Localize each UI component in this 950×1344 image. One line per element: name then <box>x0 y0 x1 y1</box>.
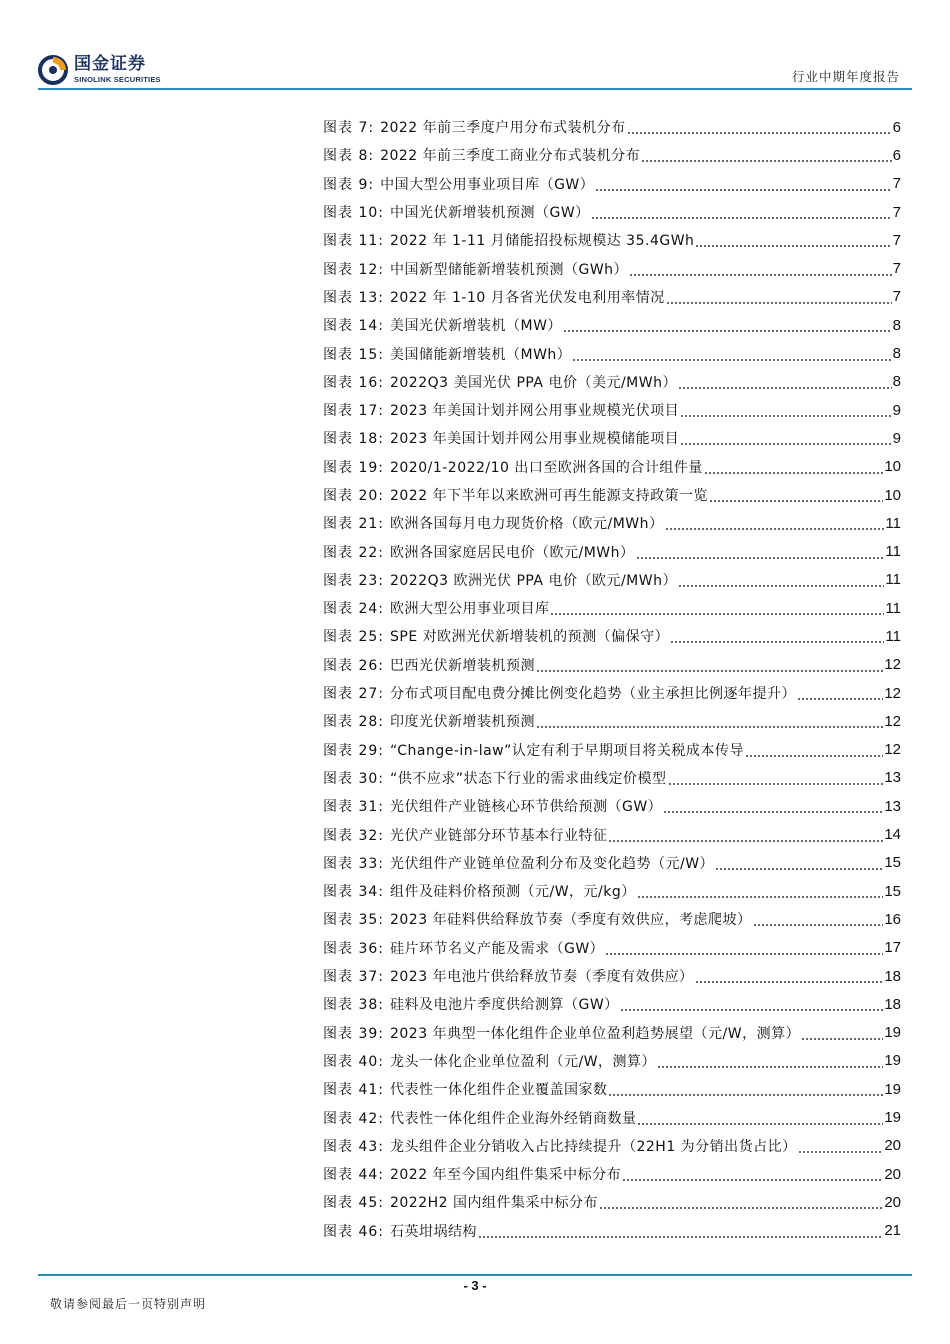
dot-leader <box>797 698 883 700</box>
figure-title: 分布式项目配电费分摊比例变化趋势（业主承担比例逐年提升） <box>389 686 796 703</box>
footer-divider <box>38 1274 912 1276</box>
figure-page-number: 19 <box>884 1080 901 1098</box>
figure-label: 图表 32: <box>323 827 384 844</box>
toc-entry[interactable] <box>323 566 901 594</box>
figure-title: 巴西光伏新增装机预测 <box>389 657 535 674</box>
figure-label: 图表 21: <box>323 516 384 533</box>
figure-title: 2022 年 1-10 月各省光伏发电利用率情况 <box>389 289 665 306</box>
dot-leader <box>563 330 892 332</box>
dot-leader <box>536 670 883 672</box>
figure-label: 图表 19: <box>323 459 384 476</box>
figure-label: 图表 13: <box>323 289 384 306</box>
figure-label: 图表 41: <box>323 1082 384 1099</box>
figure-page-number: 21 <box>884 1222 901 1240</box>
toc-entry[interactable] <box>323 820 901 848</box>
dot-leader <box>536 726 883 728</box>
figure-page-number: 11 <box>885 543 901 561</box>
dot-leader <box>572 359 891 361</box>
toc-entry[interactable] <box>323 594 901 622</box>
figure-label: 图表 31: <box>323 799 384 816</box>
figure-label: 图表 27: <box>323 686 384 703</box>
dot-leader <box>704 472 883 474</box>
dot-leader <box>622 1179 883 1181</box>
figure-label: 图表 9: <box>323 176 375 193</box>
toc-entry[interactable] <box>323 453 901 481</box>
figure-page-number: 18 <box>884 967 901 985</box>
figure-page-number: 6 <box>892 118 901 136</box>
figure-title: 光伏组件产业链单位盈利分布及变化趋势（元/W） <box>389 855 715 872</box>
figure-title: 龙头组件企业分销收入占比持续提升（22H1 为分销出货占比） <box>389 1138 797 1155</box>
figure-label: 图表 25: <box>323 629 384 646</box>
figure-page-number: 12 <box>884 684 901 702</box>
company-logo <box>38 55 161 85</box>
toc-entry[interactable] <box>323 1132 901 1160</box>
toc-entry[interactable] <box>323 1160 901 1188</box>
figure-label: 图表 46: <box>323 1223 384 1240</box>
figure-label: 图表 11: <box>323 233 384 250</box>
figure-label: 图表 20: <box>323 488 384 504</box>
toc-entry[interactable] <box>323 113 901 141</box>
dot-leader <box>665 528 885 530</box>
toc-entry[interactable] <box>323 1103 901 1131</box>
figure-title: 2022 年至今国内组件集采中标分布 <box>389 1167 622 1184</box>
figure-page-number: 9 <box>892 401 901 419</box>
figure-label: 图表 26: <box>323 657 384 674</box>
toc-entry[interactable] <box>323 1047 901 1075</box>
figure-title: “Change-in-law”认定有利于早期项目将关税成本传导 <box>389 742 744 759</box>
figure-title: 2022 年下半年以来欧洲可再生能源支持政策一览 <box>389 488 709 504</box>
figure-title: 2022 年前三季度户用分布式装机分布 <box>380 120 626 137</box>
toc-entry[interactable] <box>323 283 901 311</box>
dot-leader <box>478 1236 883 1238</box>
figure-page-number: 12 <box>884 741 901 759</box>
figure-title: 欧洲各国家庭居民电价（欧元/MWh） <box>389 544 635 561</box>
figure-page-number: 11 <box>885 599 901 617</box>
figure-title: SPE 对欧洲光伏新增装机的预测（偏保守） <box>389 629 670 646</box>
figure-page-number: 11 <box>885 627 901 645</box>
figure-page-number: 12 <box>884 712 901 730</box>
dot-leader <box>678 387 892 389</box>
dot-leader <box>636 557 885 559</box>
figure-label: 图表 23: <box>323 572 384 589</box>
figure-page-number: 20 <box>884 1137 901 1155</box>
figure-title: 代表性一体化组件企业海外经销商数量 <box>389 1110 637 1127</box>
figure-page-number: 20 <box>884 1165 901 1183</box>
figure-page-number: 15 <box>884 854 901 872</box>
figure-label: 图表 17: <box>323 403 384 420</box>
figure-page-number: 12 <box>884 656 901 674</box>
figure-page-number: 8 <box>892 373 901 391</box>
dot-leader <box>680 443 892 445</box>
figure-title: 2023 年硅料供给释放节奏（季度有效供应，考虑爬坡） <box>389 912 752 929</box>
dot-leader <box>668 783 884 785</box>
figure-title: 组件及硅料价格预测（元/W，元/kg） <box>389 884 636 901</box>
figure-title: 2022 年前三季度工商业分布式装机分布 <box>380 148 641 165</box>
figure-label: 图表 40: <box>323 1053 384 1070</box>
figure-label: 图表 28: <box>323 714 384 731</box>
header-divider <box>38 88 912 90</box>
figure-title: 2023 年美国计划并网公用事业规模储能项目 <box>389 431 680 448</box>
figure-label: 图表 42: <box>323 1110 384 1127</box>
figure-title: 欧洲各国每月电力现货价格（欧元/MWh） <box>389 516 664 533</box>
dot-leader <box>595 189 891 191</box>
toc-entry[interactable] <box>323 481 901 509</box>
toc-entry[interactable] <box>323 141 901 169</box>
figure-title: 光伏组件产业链核心环节供给预测（GW） <box>389 799 663 816</box>
dot-leader <box>637 1123 883 1125</box>
figure-title: 硅料及电池片季度供给测算（GW） <box>389 997 619 1014</box>
report-type-label: 行业中期年度报告 <box>791 69 900 84</box>
figure-label: 图表 45: <box>323 1195 384 1212</box>
toc-entry[interactable] <box>323 198 901 226</box>
figure-label: 图表 36: <box>323 940 384 957</box>
figure-page-number: 17 <box>884 939 901 957</box>
figure-label: 图表 16: <box>323 374 384 391</box>
logo-english-name: SINOLINK SECURITIES <box>74 75 161 85</box>
figure-label: 图表 43: <box>323 1138 384 1155</box>
figure-page-number: 16 <box>884 910 901 928</box>
figure-title: 2023 年美国计划并网公用事业规模光伏项目 <box>389 403 680 420</box>
figure-label: 图表 22: <box>323 544 384 561</box>
toc-entry[interactable] <box>323 226 901 254</box>
dot-leader <box>666 302 892 304</box>
figure-title: 中国光伏新增装机预测（GW） <box>389 205 590 222</box>
toc-entry[interactable] <box>323 962 901 990</box>
dot-leader <box>715 868 883 870</box>
toc-entry[interactable] <box>323 792 901 820</box>
figure-page-number: 15 <box>884 882 901 900</box>
toc-entry[interactable] <box>323 368 901 396</box>
toc-entry[interactable] <box>323 396 901 424</box>
figure-title: 2022 年 1-11 月储能招投标规模达 35.4GWh <box>389 233 695 250</box>
toc-entry[interactable] <box>323 424 901 452</box>
dot-leader <box>637 896 884 898</box>
toc-entry[interactable] <box>323 934 901 962</box>
dot-leader <box>627 132 892 134</box>
figure-title: 中国新型储能新增装机预测（GWh） <box>389 261 629 278</box>
figure-label: 图表 33: <box>323 855 384 872</box>
figure-title: 印度光伏新增装机预测 <box>389 714 535 731</box>
figure-page-number: 8 <box>892 345 901 363</box>
dot-leader <box>599 1207 883 1209</box>
figure-label: 图表 44: <box>323 1167 384 1184</box>
toc-entry[interactable] <box>323 170 901 198</box>
figure-label: 图表 7: <box>323 120 375 137</box>
dot-leader <box>680 415 892 417</box>
figure-label: 图表 34: <box>323 884 384 901</box>
figure-page-number: 10 <box>884 486 901 504</box>
figure-label: 图表 12: <box>323 261 384 278</box>
figure-label: 图表 38: <box>323 997 384 1014</box>
page-number: - 3 - <box>463 1278 487 1293</box>
toc-entry[interactable] <box>323 764 901 792</box>
figure-label: 图表 29: <box>323 742 384 759</box>
figure-page-number: 11 <box>885 571 901 589</box>
figure-title: “供不应求”状态下行业的需求曲线定价模型 <box>389 770 667 787</box>
toc-entry[interactable] <box>323 339 901 367</box>
dot-leader <box>605 953 883 955</box>
dot-leader <box>641 160 891 162</box>
dot-leader <box>745 755 883 757</box>
figure-page-number: 19 <box>884 1109 901 1127</box>
toc-entry[interactable] <box>323 990 901 1018</box>
dot-leader <box>657 1066 883 1068</box>
toc-entry[interactable] <box>323 849 901 877</box>
figure-label: 图表 39: <box>323 1025 384 1042</box>
dot-leader <box>753 924 884 926</box>
dot-leader <box>695 245 891 247</box>
sinolink-logo-icon <box>38 55 68 85</box>
figure-page-number: 13 <box>884 797 901 815</box>
dot-leader <box>608 1094 883 1096</box>
toc-entry[interactable] <box>323 1188 901 1216</box>
figure-page-number: 20 <box>884 1193 901 1211</box>
dot-leader <box>695 981 884 983</box>
toc-entry[interactable] <box>323 622 901 650</box>
figure-label: 图表 35: <box>323 912 384 929</box>
toc-entry[interactable] <box>323 509 901 537</box>
figure-page-number: 19 <box>884 1024 901 1042</box>
figure-page-number: 11 <box>885 514 901 532</box>
figure-index-list <box>323 113 901 1245</box>
dot-leader <box>620 1009 884 1011</box>
figure-title: 硅片环节名义产能及需求（GW） <box>389 940 605 957</box>
figure-page-number: 10 <box>884 458 901 476</box>
figure-title: 2023 年典型一体化组件企业单位盈利趋势展望（元/W，测算） <box>389 1025 801 1042</box>
figure-label: 图表 8: <box>323 148 375 165</box>
figure-title: 2022Q3 欧洲光伏 PPA 电价（欧元/MWh） <box>389 572 677 589</box>
figure-page-number: 8 <box>892 316 901 334</box>
figure-page-number: 19 <box>884 1052 901 1070</box>
toc-entry[interactable] <box>323 877 901 905</box>
page-header <box>0 0 950 95</box>
figure-label: 图表 10: <box>323 205 384 222</box>
toc-entry[interactable] <box>323 1217 901 1245</box>
toc-entry[interactable] <box>323 1075 901 1103</box>
toc-entry[interactable] <box>323 254 901 282</box>
figure-title: 2022H2 国内组件集采中标分布 <box>389 1195 598 1212</box>
dot-leader <box>801 1038 883 1040</box>
dot-leader <box>608 840 883 842</box>
figure-page-number: 9 <box>892 429 901 447</box>
figure-page-number: 7 <box>892 203 901 221</box>
logo-chinese-name: 国金证券 <box>74 54 146 75</box>
figure-title: 2020/1-2022/10 出口至欧洲各国的合计组件量 <box>389 459 703 476</box>
figure-label: 图表 15: <box>323 346 384 363</box>
figure-page-number: 13 <box>884 769 901 787</box>
figure-page-number: 18 <box>884 995 901 1013</box>
figure-label: 图表 18: <box>323 431 384 448</box>
dot-leader <box>591 217 892 219</box>
figure-label: 图表 37: <box>323 969 384 986</box>
dot-leader <box>629 274 892 276</box>
figure-page-number: 6 <box>892 146 901 164</box>
figure-label: 图表 24: <box>323 601 384 618</box>
toc-entry[interactable] <box>323 905 901 933</box>
figure-label: 图表 14: <box>323 318 384 335</box>
dot-leader <box>670 641 884 643</box>
figure-title: 2023 年电池片供给释放节奏（季度有效供应） <box>389 969 694 986</box>
figure-page-number: 7 <box>892 288 901 306</box>
figure-label: 图表 30: <box>323 770 384 787</box>
figure-title: 欧洲大型公用事业项目库 <box>389 601 550 618</box>
toc-entry[interactable] <box>323 707 901 735</box>
figure-title: 代表性一体化组件企业覆盖国家数 <box>389 1082 608 1099</box>
figure-page-number: 7 <box>892 231 901 249</box>
figure-title: 美国储能新增装机（MWh） <box>389 346 572 363</box>
figure-title: 美国光伏新增装机（MW） <box>389 318 562 335</box>
dot-leader <box>678 585 884 587</box>
figure-title: 龙头一体化企业单位盈利（元/W，测算） <box>389 1053 657 1070</box>
figure-title: 2022Q3 美国光伏 PPA 电价（美元/MWh） <box>389 374 677 391</box>
toc-entry[interactable] <box>323 537 901 565</box>
figure-page-number: 7 <box>892 260 901 278</box>
toc-entry[interactable] <box>323 311 901 339</box>
figure-page-number: 14 <box>884 826 901 844</box>
dot-leader <box>798 1151 884 1153</box>
dot-leader <box>709 500 883 502</box>
toc-entry[interactable] <box>323 651 901 679</box>
toc-entry[interactable] <box>323 679 901 707</box>
dot-leader <box>550 613 884 615</box>
disclaimer-note: 敬请参阅最后一页特别声明 <box>50 1297 207 1311</box>
figure-title: 光伏产业链部分环节基本行业特征 <box>389 827 608 844</box>
toc-entry[interactable] <box>323 736 901 764</box>
figure-page-number: 7 <box>892 175 901 193</box>
dot-leader <box>663 811 883 813</box>
figure-title: 石英坩埚结构 <box>389 1223 477 1240</box>
toc-entry[interactable] <box>323 1019 901 1047</box>
figure-title: 中国大型公用事业项目库（GW） <box>380 176 595 193</box>
